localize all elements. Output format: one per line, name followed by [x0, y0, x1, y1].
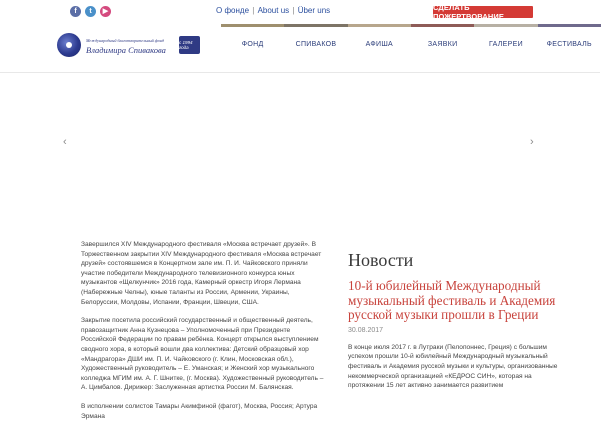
- about-link-de[interactable]: Über uns: [297, 6, 331, 15]
- main-nav: [221, 24, 601, 68]
- twitter-icon[interactable]: t: [85, 6, 96, 17]
- article-content: [81, 240, 325, 430]
- logo-script: [84, 34, 176, 60]
- social-links: [70, 6, 111, 17]
- top-bar: [0, 0, 600, 22]
- nav-item-afisha[interactable]: АФИША: [365, 41, 393, 48]
- article-paragraph: Закрытие посетила российский государственный и общественный деятель, правозащитник Анна Кузнецова – Уполномоченный при Президенте Российской Федерации по правам ребёнка. Концерт открылся выступлением сводного хора, в который вошли два коллектива: Детский образцовый хор «Мандрагора» ДШИ им. П. И. Чайковского (г. Клин, Московская обл.), Художественный руководитель – Е. Уманская; и Женский хор музыкального колледжа МГИМ им. А. Г. Шнитке, (г. Москва). Художественный руководитель – А. Цимбалов. Дирижер: Заслуженная артистка России М. Балянская.: [81, 317, 324, 392]
- separator: |: [292, 6, 295, 15]
- nav-item-fond[interactable]: ФОНД: [241, 41, 264, 48]
- stripe-segment: [538, 24, 601, 27]
- news-headline-link[interactable]: 10-й юбилейный Международный музыкальный фестиваль и Академия русской музыки прошли в Греции: [348, 278, 556, 323]
- nav-item-spivakov[interactable]: СПИВАКОВ: [295, 41, 337, 48]
- stripe-segment: [221, 24, 284, 27]
- nav-item-zayavki[interactable]: ЗАЯВКИ: [427, 41, 458, 48]
- news-excerpt: В конце июля 2017 г. в Лутраки (Пелопоннес, Греция) с большим успехом прошли 10-й юбилейный Международный музыкальный фестиваль и Академия русской музыки и культуры, организованные некоммерческой организацией «КЕДРОС СИН», которая на протяжении 15 лет активно занимается развитием: [348, 343, 558, 390]
- separator: |: [252, 6, 255, 15]
- news-section: [348, 250, 568, 391]
- youtube-icon[interactable]: ▶: [100, 6, 111, 17]
- nav-color-stripe: [221, 24, 601, 27]
- about-link-en[interactable]: About us: [257, 6, 290, 15]
- stripe-segment: [284, 24, 347, 27]
- stripe-segment: [411, 24, 474, 27]
- article-paragraph: Завершился XIV Международного фестиваля «Москва встречает друзей». В Торжественном закрытии XIV Международного фестиваля «Москва встречает друзей» состоявшемся в Концертном зале им. П. И. Чайковского приняли участие победители Международного телевизионного конкурса юных музыкантов «Щелкунчик» 2016 года, Камерный оркестр Игоря Лермана (Набережные Челны), юные таланты из России, Армении, Украины, Белоруссии, Молдовы, Испании, Франции, Швеции, США.: [81, 241, 322, 306]
- nav-item-galerei[interactable]: ГАЛЕРЕИ: [489, 41, 523, 48]
- about-link-ru[interactable]: О фонде: [216, 6, 250, 15]
- stripe-segment: [474, 24, 537, 27]
- slider-next-arrow-icon[interactable]: ›: [530, 136, 534, 148]
- slider-prev-arrow-icon[interactable]: ‹: [63, 136, 67, 148]
- article-paragraph: В исполнении солистов Тамары Акимфиной (фагот), Москва, Россия; Артура Эрмана: [81, 402, 318, 420]
- facebook-icon[interactable]: f: [70, 6, 81, 17]
- hero-slider: [0, 73, 600, 230]
- news-date: 30.08.2017: [348, 326, 384, 334]
- news-heading: Новости: [348, 250, 414, 270]
- donate-button[interactable]: СДЕЛАТЬ ПОЖЕРТВОВАНИЕ: [433, 6, 533, 18]
- logo-arc-text: Международный благотворительный фонд: [86, 38, 165, 43]
- nav-item-festival[interactable]: ФЕСТИВАЛЬ: [546, 41, 592, 48]
- nav-items: [221, 41, 601, 48]
- foundation-logo[interactable]: [54, 30, 202, 66]
- logo-name-text: Владимира Спивакова: [86, 45, 166, 55]
- stripe-segment: [348, 24, 411, 27]
- logo-disc-icon: [57, 33, 81, 57]
- logo-badge: с 1994 года: [179, 36, 200, 54]
- language-links: [216, 6, 330, 15]
